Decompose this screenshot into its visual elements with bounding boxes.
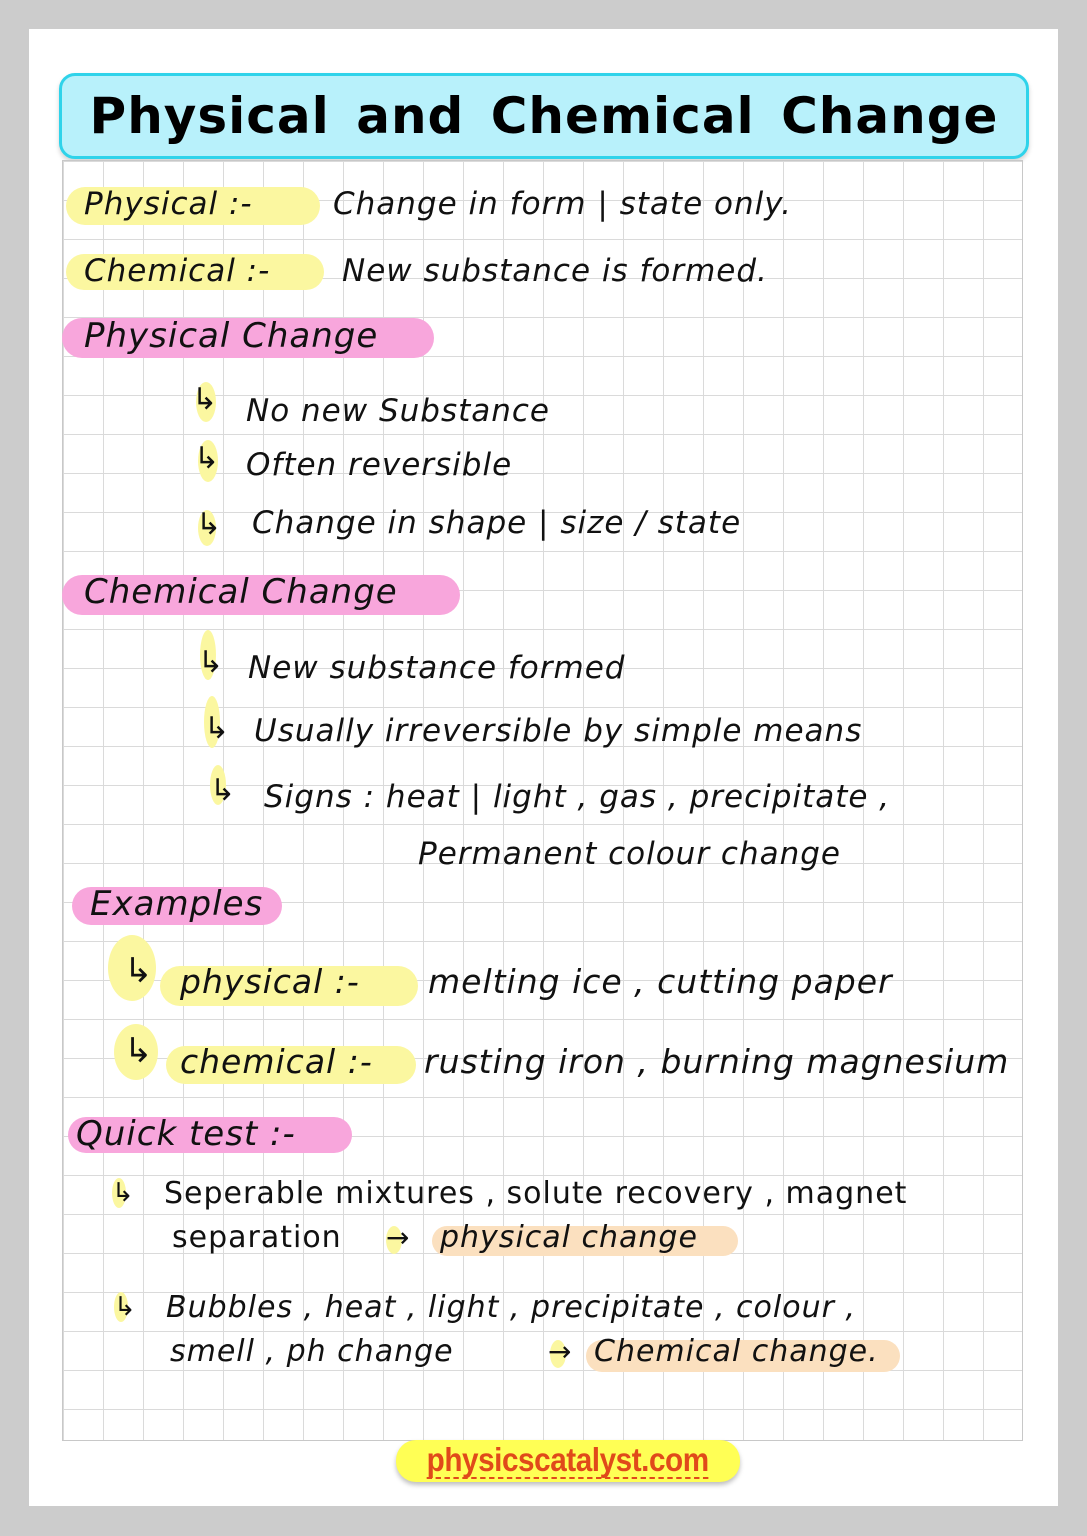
- bullet-arrow-icon: ↳: [112, 1178, 134, 1208]
- chemical-point: Signs : heat | light , gas , precipitate ,: [264, 779, 891, 815]
- bullet-arrow-icon: ↳: [204, 711, 230, 746]
- quick-test-line: Seperable mixtures , solute recovery , magnet: [164, 1176, 908, 1211]
- chemical-point: New substance formed: [248, 650, 626, 686]
- bullet-arrow-icon: ↳: [198, 645, 224, 680]
- physical-change-heading: Physical Change: [84, 316, 379, 356]
- bullet-arrow-icon: ↳: [196, 507, 222, 542]
- example-chemical-term: chemical :-: [180, 1042, 373, 1081]
- physical-point: Often reversible: [246, 447, 513, 483]
- bullet-arrow-icon: ↳: [124, 951, 153, 991]
- bullet-arrow-icon: ↳: [194, 441, 220, 476]
- quick-test-heading: Quick test :-: [76, 1114, 296, 1154]
- right-arrow-icon: →: [386, 1221, 410, 1254]
- quick-test-result-chemical: Chemical change.: [594, 1334, 879, 1369]
- definition-physical-text: Change in form | state only.: [333, 186, 793, 222]
- example-physical-term: physical :-: [180, 962, 360, 1001]
- bullet-arrow-icon: ↳: [114, 1292, 136, 1322]
- site-logo-badge: [396, 1440, 740, 1482]
- bullet-arrow-icon: ↳: [124, 1031, 153, 1071]
- quick-test-line: Bubbles , heat , light , precipitate , colour ,: [166, 1290, 857, 1325]
- chemical-change-heading: Chemical Change: [84, 572, 398, 612]
- chemical-point-continuation: Permanent colour change: [418, 836, 842, 872]
- bullet-arrow-icon: ↳: [192, 382, 218, 417]
- definition-physical-term: Physical :-: [84, 186, 253, 222]
- definition-chemical-text: New substance is formed.: [342, 253, 768, 289]
- right-arrow-icon: →: [548, 1335, 572, 1368]
- quick-test-line: smell , ph change: [170, 1334, 454, 1369]
- example-physical-text: melting ice , cutting paper: [428, 962, 893, 1001]
- chemical-point: Usually irreversible by simple means: [254, 713, 863, 749]
- page-title: Physical and Chemical Change: [89, 87, 999, 145]
- physical-point: No new Substance: [246, 393, 551, 429]
- title-banner: [59, 73, 1029, 159]
- quick-test-line: separation: [172, 1220, 342, 1255]
- site-logo-text: physicscatalyst.com: [426, 1441, 710, 1478]
- physical-point: Change in shape | size / state: [252, 505, 742, 541]
- definition-chemical-term: Chemical :-: [84, 253, 271, 289]
- quick-test-result-physical: physical change: [440, 1220, 698, 1255]
- examples-heading: Examples: [90, 884, 264, 924]
- bullet-arrow-icon: ↳: [210, 773, 236, 808]
- example-chemical-text: rusting iron , burning magnesium: [424, 1042, 1010, 1081]
